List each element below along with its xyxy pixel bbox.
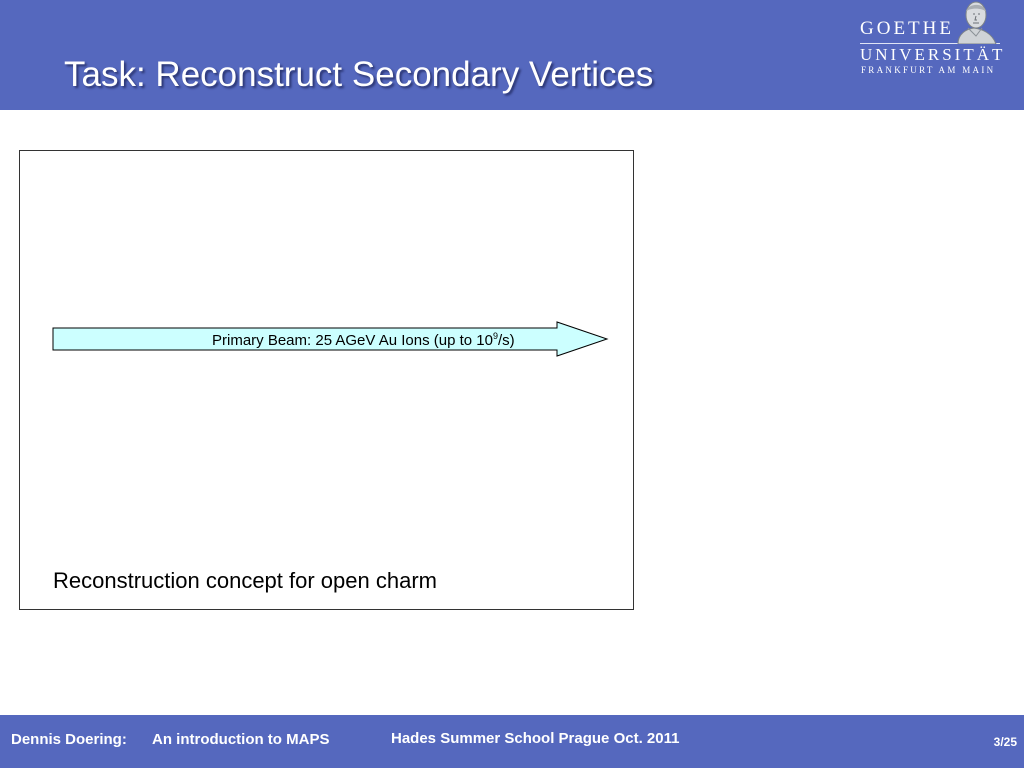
slide-title: Task: Reconstruct Secondary Vertices — [64, 55, 654, 94]
logo-wordmark-line1: GOETHE — [860, 18, 954, 39]
goethe-portrait-icon — [952, 0, 1000, 44]
figure-caption: Reconstruction concept for open charm — [53, 568, 437, 593]
beam-label-exponent: 9 — [492, 331, 498, 341]
university-logo — [858, 0, 1024, 82]
primary-beam-label — [212, 331, 515, 349]
page-number: 3/25 — [993, 735, 1017, 749]
footer-talk-title: An introduction to MAPS — [152, 731, 330, 748]
header-bar — [0, 0, 1024, 110]
figure-frame — [19, 150, 634, 610]
footer-bar — [0, 715, 1024, 768]
logo-wordmark-line3: FRANKFURT AM MAIN — [861, 65, 996, 75]
beam-label-suffix: /s) — [498, 332, 515, 349]
beam-label-prefix: Primary Beam: 25 AGeV Au Ions (up to 10 — [212, 332, 493, 349]
logo-wordmark-line2: UNIVERSITÄT — [860, 45, 1006, 64]
footer-event: Hades Summer School Prague Oct. 2011 — [391, 730, 680, 747]
footer-author: Dennis Doering: — [11, 731, 127, 748]
